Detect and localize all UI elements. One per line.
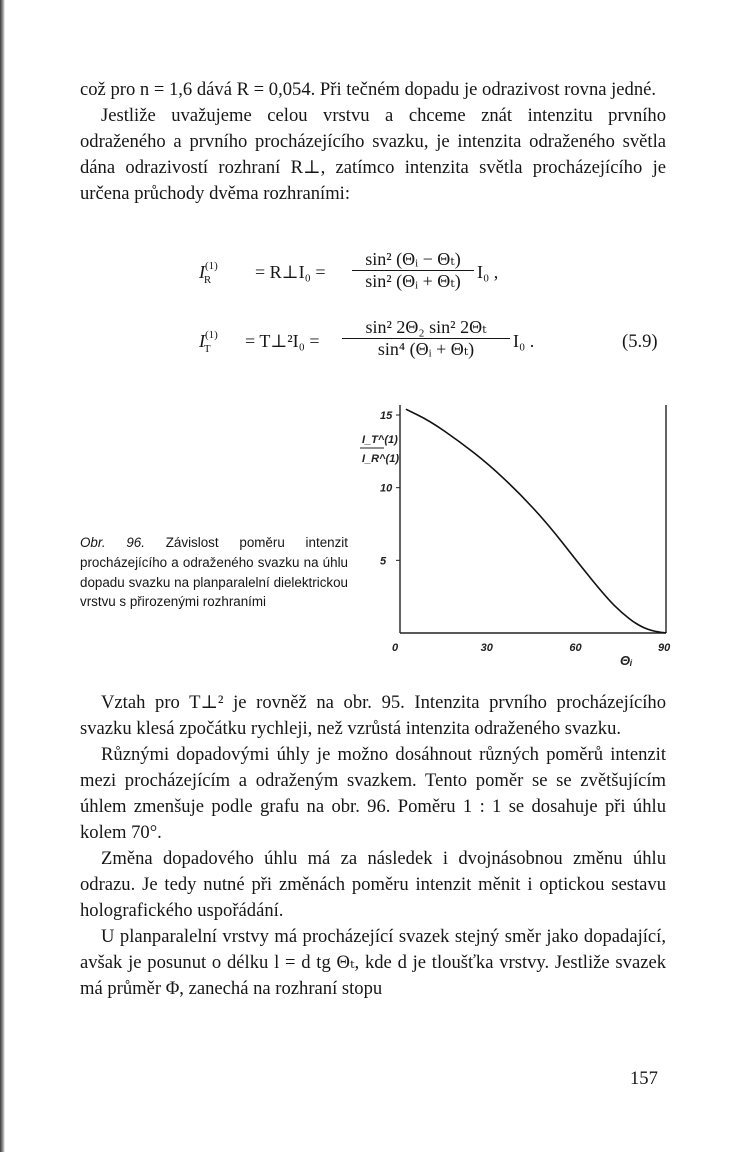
page-number: 157 [630, 1068, 658, 1089]
x-tick-label: 0 [392, 642, 399, 654]
caption-label: Obr. 96. [80, 535, 145, 550]
eq1-lhs: $I^{(1)}_R$ [199, 260, 218, 286]
x-axis-label: Θᵢ [620, 653, 633, 668]
y-label-denominator: I_R^(1) [362, 453, 399, 465]
eq2-middle: = T⊥²I₀ = [245, 331, 320, 351]
paragraph-6: U planparalelní vrstvy má procházející svazek stejný směr jako dopadající, avšak je posunut o délku l = d tg Θₜ, kde d je tloušťka vrstvy. Jestliže svazek má průměr Φ, zanechá na rozhraní stopu [80, 926, 666, 999]
book-binding-edge [0, 0, 5, 1152]
y-label-numerator: I_T^(1) [362, 434, 398, 446]
eq2-fraction [342, 317, 510, 360]
eq1-middle: = R⊥I₀ = [255, 262, 326, 282]
eq2-lhs: $I^{(1)}_T$ [199, 329, 218, 355]
x-tick-label: 60 [569, 642, 582, 654]
eq2-denominator: sin⁴ (Θᵢ + Θₜ) [377, 339, 475, 359]
y-tick-label: 15 [380, 410, 393, 422]
y-tick-label: 10 [380, 482, 393, 495]
paragraph-4: Různými dopadovými úhly je možno dosáhnout různých poměrů intenzit mezi procházejícím a odraženým svazkem. Tento poměr se se zvětšujícím úhlem zmenšuje podle grafu na obr. 96. Poměru 1 : 1 se dosahuje při úhlu kolem 70°. [80, 744, 666, 843]
x-tick-label: 30 [480, 642, 493, 654]
text-block-bottom [80, 690, 666, 1002]
x-tick-label: 90 [658, 642, 671, 654]
intensity-ratio-chart [350, 395, 680, 685]
eq1-denominator: sin² (Θᵢ + Θₜ) [365, 271, 461, 291]
ratio-curve [406, 409, 666, 633]
equation-number: (5.9) [622, 331, 658, 352]
paragraph-5: Změna dopadového úhlu má za následek i dvojnásobnou změnu úhlu odrazu. Je tedy nutné při změnách poměru intenzit měnit i optickou sestavu holografického uspořádání. [80, 848, 666, 921]
paragraph-3: Vztah pro T⊥² je rovněž na obr. 95. Intenzita prvního procházejícího svazku klesá zpočátku rychleji, než vzrůstá intenzita odraženého svazku. [80, 692, 666, 739]
eq2-numerator: sin² 2Θ₂ sin² 2Θₜ [365, 317, 487, 337]
text-block-top [80, 77, 666, 207]
caption-text: Závislost poměru intenzit procházejícího a odraženého svazku na úhlu dopadu svazku na planparalelní dielektrickou vrstvu s přirozenými rozhraními [80, 535, 348, 610]
paragraph-2: Jestliže uvažujeme celou vrstvu a chceme znát intenzitu prvního odraženého a prvního procházejícího svazku, je intenzita odraženého světla dána odrazivostí rozhraní R⊥, zatímco intenzita světla procházejícího je určena průchody dvěma rozhraními: [80, 105, 666, 204]
eq2-tail: I₀ . [513, 331, 535, 351]
paragraph-1: což pro n = 1,6 dává R = 0,054. Při tečném dopadu je odrazivost rovna jedné. [80, 79, 657, 100]
y-tick-label: 5 [380, 555, 387, 568]
eq1-numerator: sin² (Θᵢ − Θₜ) [365, 249, 461, 269]
eq1-fraction [352, 249, 474, 292]
figure-caption [80, 533, 348, 612]
eq1-tail: I₀ , [477, 262, 499, 282]
